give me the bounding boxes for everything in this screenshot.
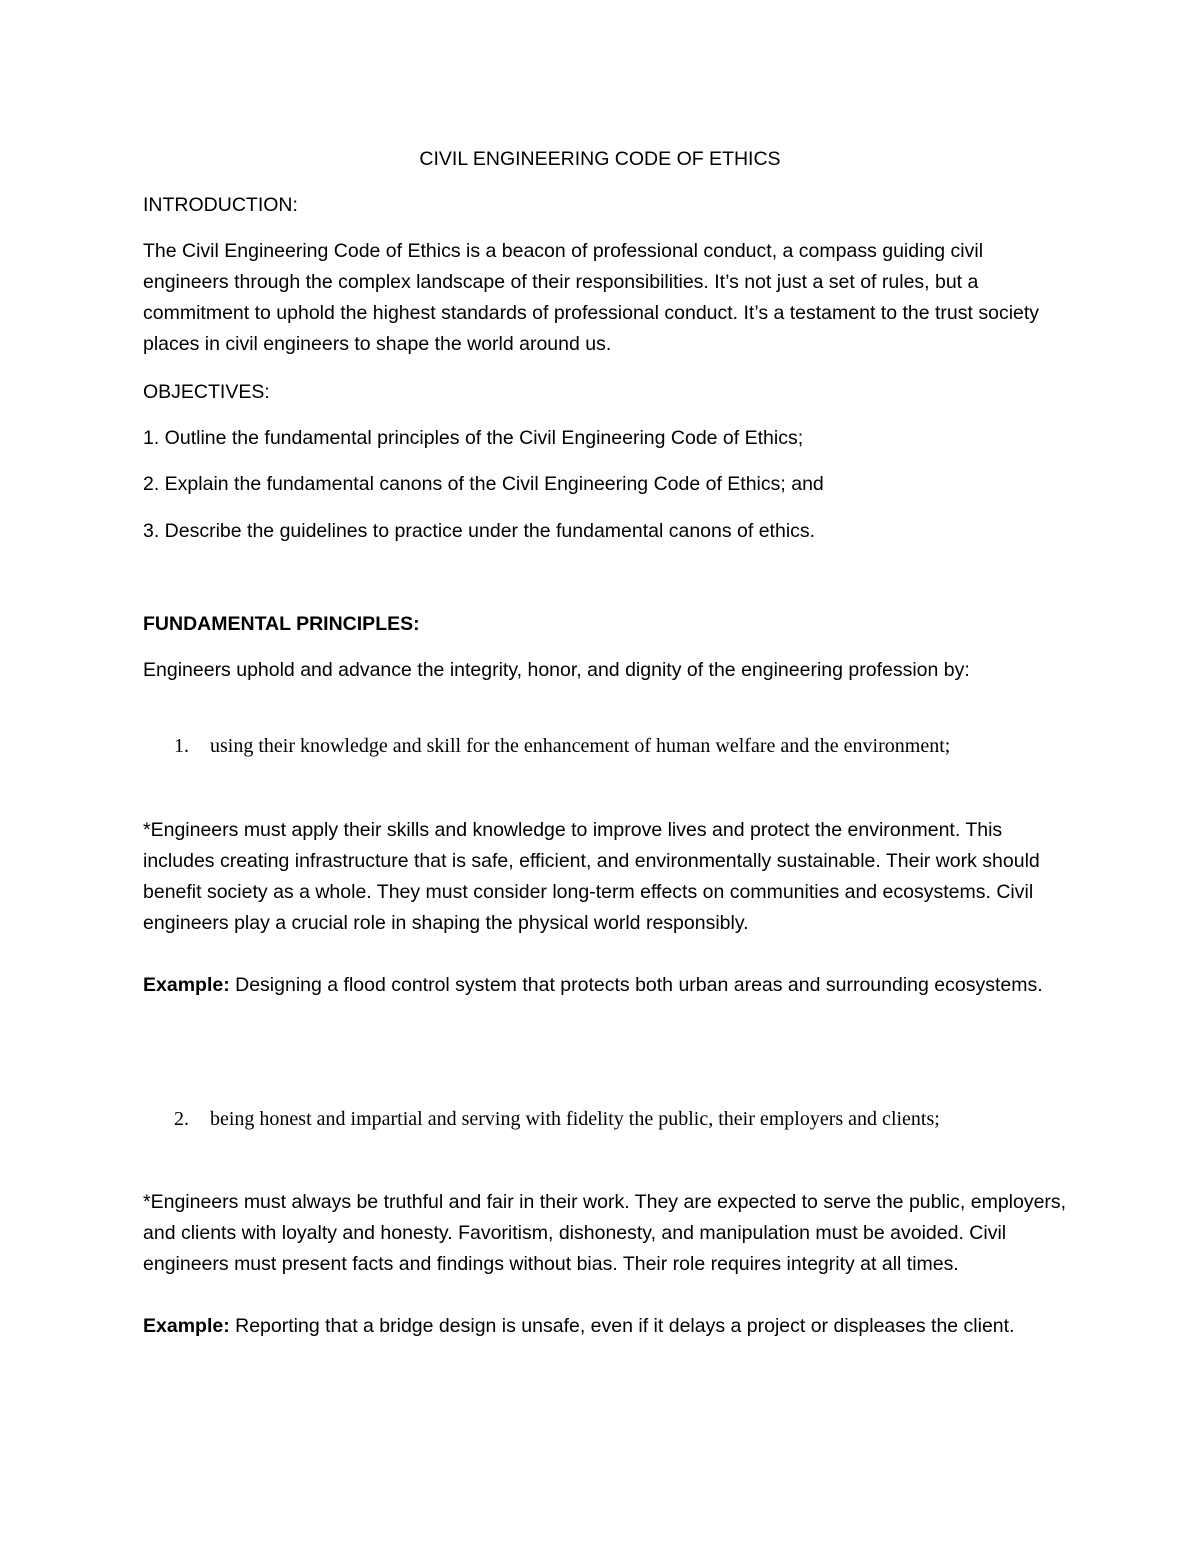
objective-item-1: 1. Outline the fundamental principles of the Civil Engineering Code of Ethics; xyxy=(143,427,804,449)
example-label: Example: xyxy=(143,1315,230,1337)
fundamental-principles-heading: FUNDAMENTAL PRINCIPLES: xyxy=(143,613,420,635)
document-title: CIVIL ENGINEERING CODE OF ETHICS xyxy=(419,148,781,170)
principle-1-explanation: *Engineers must apply their skills and knowledge to improve lives and protect the environment. This includes creating infrastructure that is safe, efficient, and environmentally sustainable. Their work should benefit society as a whole. They must consider long-term effects on communities and ecosystems. Civil engineers play a crucial role in shaping the physical world responsibly. xyxy=(143,819,1040,934)
principle-2-example xyxy=(143,1311,1073,1342)
principle-2-explanation: *Engineers must always be truthful and fair in their work. They are expected to serve the public, employers, and clients with loyalty and honesty. Favoritism, dishonesty, and manipulation must be avoided. Civil engineers must present facts and findings without bias. Their role requires integrity at all times. xyxy=(143,1191,1067,1275)
objective-item-2: 2. Explain the fundamental canons of the Civil Engineering Code of Ethics; and xyxy=(143,473,824,495)
principle-text: being honest and impartial and serving with fidelity the public, their employers and clients; xyxy=(210,1108,940,1130)
introduction-heading: INTRODUCTION: xyxy=(143,194,298,216)
example-text: Designing a flood control system that protects both urban areas and surrounding ecosystems. xyxy=(229,974,1043,996)
principle-number: 1. xyxy=(174,735,189,757)
example-text: Reporting that a bridge design is unsafe, even if it delays a project or displeases the client. xyxy=(229,1315,1015,1337)
principle-text: using their knowledge and skill for the enhancement of human welfare and the environment; xyxy=(210,735,951,757)
principle-number: 2. xyxy=(174,1108,189,1130)
introduction-paragraph: The Civil Engineering Code of Ethics is a beacon of professional conduct, a compass guiding civil engineers through the complex landscape of their responsibilities. It’s not just a set of rules, but a commitment to uphold the highest standards of professional conduct. It’s a testament to the trust society places in civil engineers to shape the world around us. xyxy=(143,240,1040,355)
objectives-heading: OBJECTIVES: xyxy=(143,381,270,403)
principle-item-1 xyxy=(174,734,1034,759)
objective-item-3: 3. Describe the guidelines to practice under the fundamental canons of ethics. xyxy=(143,520,816,542)
fundamental-principles-intro: Engineers uphold and advance the integrity, honor, and dignity of the engineering profession by: xyxy=(143,659,970,681)
example-label: Example: xyxy=(143,974,230,996)
principle-item-2 xyxy=(174,1107,1034,1132)
principle-1-example xyxy=(143,970,1073,1001)
